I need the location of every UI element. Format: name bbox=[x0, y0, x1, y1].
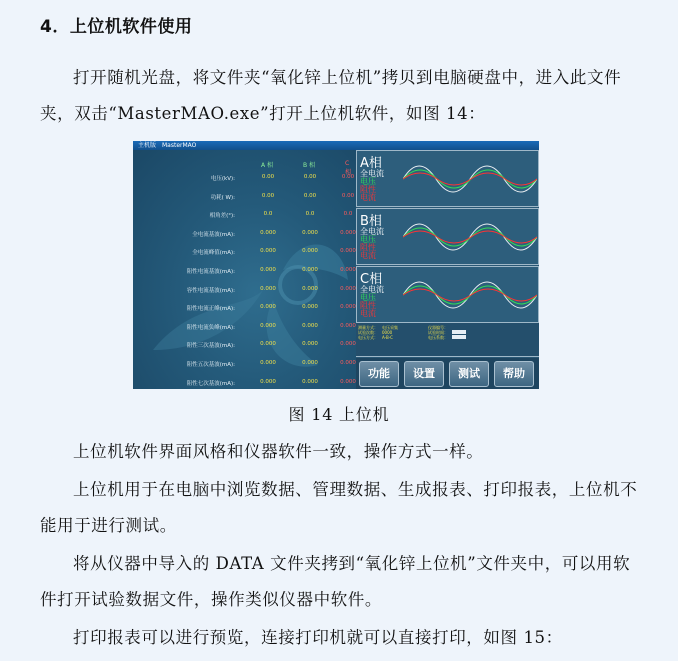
row-label: 阻性电流正峰(mA): bbox=[186, 306, 235, 313]
waveform-panel bbox=[356, 150, 539, 389]
row-label: 全电流峰值(mA): bbox=[192, 250, 235, 257]
value-phase-a: 0.00 bbox=[261, 174, 275, 180]
value-phase-c: 0.000 bbox=[340, 267, 356, 273]
info-text: 试验时间： bbox=[428, 330, 448, 335]
value-phase-c: 0.00 bbox=[341, 174, 355, 180]
legend-resistive: 阻性 bbox=[360, 185, 376, 194]
value-phase-b: 0.000 bbox=[302, 360, 318, 366]
paragraph-import: 将从仪器中导入的 DATA 文件夹拷到“氧化锌上位机”文件夹中，可以用软件打开试验数据文件，操作类似仪器中软件。 bbox=[40, 554, 631, 609]
value-phase-b: 0.000 bbox=[302, 378, 318, 385]
legend-resistive: 阻性 bbox=[360, 301, 376, 310]
value-phase-a: 0.000 bbox=[260, 267, 276, 273]
test-info-panel bbox=[356, 323, 539, 357]
value-phase-a: 0.000 bbox=[260, 304, 276, 311]
value-phase-c: 0.000 bbox=[340, 322, 356, 329]
paragraph-print: 打印报表可以进行预览，连接打印机就可以直接打印，如图 15： bbox=[73, 628, 563, 647]
legend-capacitive: 电流 bbox=[360, 309, 376, 318]
value-phase-b: 0.00 bbox=[303, 192, 317, 199]
row-label: 相角差(°): bbox=[209, 213, 235, 220]
phase-c-sine-chart bbox=[403, 271, 537, 320]
measurement-panel bbox=[133, 150, 356, 389]
info-field bbox=[452, 335, 466, 339]
value-phase-c: 0.00 bbox=[341, 192, 355, 199]
settings-button[interactable]: 设置 bbox=[404, 361, 444, 387]
legend-voltage: 电压 bbox=[360, 177, 376, 186]
legend-voltage: 电压 bbox=[360, 235, 376, 244]
value-phase-a: 0.000 bbox=[260, 322, 276, 329]
value-phase-b: 0.00 bbox=[303, 174, 317, 180]
value-phase-c: 0.000 bbox=[340, 341, 356, 348]
legend-full-current: 全电流 bbox=[360, 169, 384, 178]
col-header-b: B 相 bbox=[303, 162, 316, 169]
value-phase-c: 0.000 bbox=[340, 285, 356, 292]
phase-b-label: B相 bbox=[360, 214, 382, 229]
phase-a-label: A相 bbox=[360, 156, 382, 171]
row-label: 阻性电流负峰(mA): bbox=[186, 324, 235, 331]
legend-voltage: 电压 bbox=[360, 293, 376, 302]
legend-full-current: 全电流 bbox=[360, 227, 384, 236]
section-heading: 4．上位机软件使用 bbox=[40, 17, 193, 37]
row-label: 容性电流基波(mA): bbox=[186, 287, 235, 294]
phase-b-sine-chart bbox=[403, 213, 537, 262]
value-phase-b: 0.000 bbox=[302, 285, 318, 292]
info-text: 电压采集 bbox=[382, 325, 398, 330]
value-phase-c: 0.000 bbox=[340, 229, 356, 236]
col-header-c: C 相 bbox=[345, 160, 352, 176]
col-header-a: A 相 bbox=[261, 162, 274, 169]
value-phase-b: 0.000 bbox=[302, 248, 318, 255]
info-text: A-B-C bbox=[382, 335, 393, 340]
value-phase-b: 0.0 bbox=[305, 211, 315, 218]
button-bar bbox=[356, 358, 539, 389]
legend-resistive: 阻性 bbox=[360, 243, 376, 252]
value-phase-c: 0.000 bbox=[340, 304, 356, 311]
row-label: 阻性电流基波(mA): bbox=[186, 269, 235, 275]
phase-a-sine-chart bbox=[403, 155, 537, 204]
value-phase-c: 0.000 bbox=[340, 378, 356, 385]
legend-full-current: 全电流 bbox=[360, 285, 384, 294]
value-phase-c: 0.000 bbox=[340, 360, 356, 366]
row-label: 全电流基波(mA): bbox=[192, 231, 235, 238]
value-phase-b: 0.000 bbox=[302, 322, 318, 329]
value-phase-a: 0.000 bbox=[260, 378, 276, 385]
row-label: 阻性七次基波(mA): bbox=[186, 380, 235, 387]
info-text: 测量方式： bbox=[358, 325, 378, 330]
phase-b-waveform bbox=[356, 208, 539, 265]
figure-caption: 图 14 上位机 bbox=[288, 405, 390, 424]
value-phase-b: 0.000 bbox=[302, 229, 318, 236]
value-phase-a: 0.00 bbox=[261, 192, 275, 199]
value-phase-b: 0.000 bbox=[302, 304, 318, 311]
info-text: 0000 bbox=[382, 330, 393, 335]
value-phase-a: 0.000 bbox=[260, 360, 276, 366]
info-text: 电压方式： bbox=[358, 335, 378, 340]
info-text: 电压系数： bbox=[428, 335, 448, 340]
row-label: 电压(kV): bbox=[210, 176, 235, 182]
value-phase-a: 0.000 bbox=[260, 248, 276, 255]
paragraph-usage: 上位机用于在电脑中浏览数据、管理数据、生成报表、打印报表，上位机不能用于进行测试。 bbox=[40, 480, 638, 535]
value-phase-c: 0.0 bbox=[343, 211, 353, 218]
row-label: 阻性三次基波(mA): bbox=[186, 343, 235, 350]
value-phase-a: 0.000 bbox=[260, 341, 276, 348]
phase-c-waveform bbox=[356, 266, 539, 323]
value-phase-b: 0.000 bbox=[302, 341, 318, 348]
function-button[interactable]: 功能 bbox=[359, 361, 399, 387]
row-label: 功耗( W): bbox=[210, 194, 235, 201]
value-phase-a: 0.000 bbox=[260, 229, 276, 236]
value-phase-a: 0.0 bbox=[263, 211, 273, 218]
paragraph-open-disc: 打开随机光盘，将文件夹“氧化锌上位机”拷贝到电脑硬盘中，进入此文件夹，双击“MasterMAO.exe”打开上位机软件，如图 14： bbox=[40, 68, 622, 123]
phase-a-waveform bbox=[356, 150, 539, 207]
info-text: 仪器编号： bbox=[428, 325, 448, 330]
window-title-bar: 主机版 MasterMAO bbox=[133, 141, 539, 150]
software-screenshot bbox=[133, 141, 539, 389]
legend-capacitive: 电流 bbox=[360, 193, 376, 202]
row-label: 阻性五次基波(mA): bbox=[186, 362, 235, 368]
value-phase-b: 0.000 bbox=[302, 267, 318, 273]
value-phase-c: 0.000 bbox=[340, 248, 356, 255]
help-button[interactable]: 帮助 bbox=[494, 361, 534, 387]
legend-capacitive: 电流 bbox=[360, 251, 376, 260]
phase-c-label: C相 bbox=[360, 272, 383, 287]
test-button[interactable]: 测试 bbox=[449, 361, 489, 387]
value-phase-a: 0.000 bbox=[260, 285, 276, 292]
paragraph-style: 上位机软件界面风格和仪器软件一致，操作方式一样。 bbox=[73, 442, 484, 461]
info-field bbox=[452, 330, 466, 334]
info-text: 试验次数： bbox=[358, 330, 378, 335]
